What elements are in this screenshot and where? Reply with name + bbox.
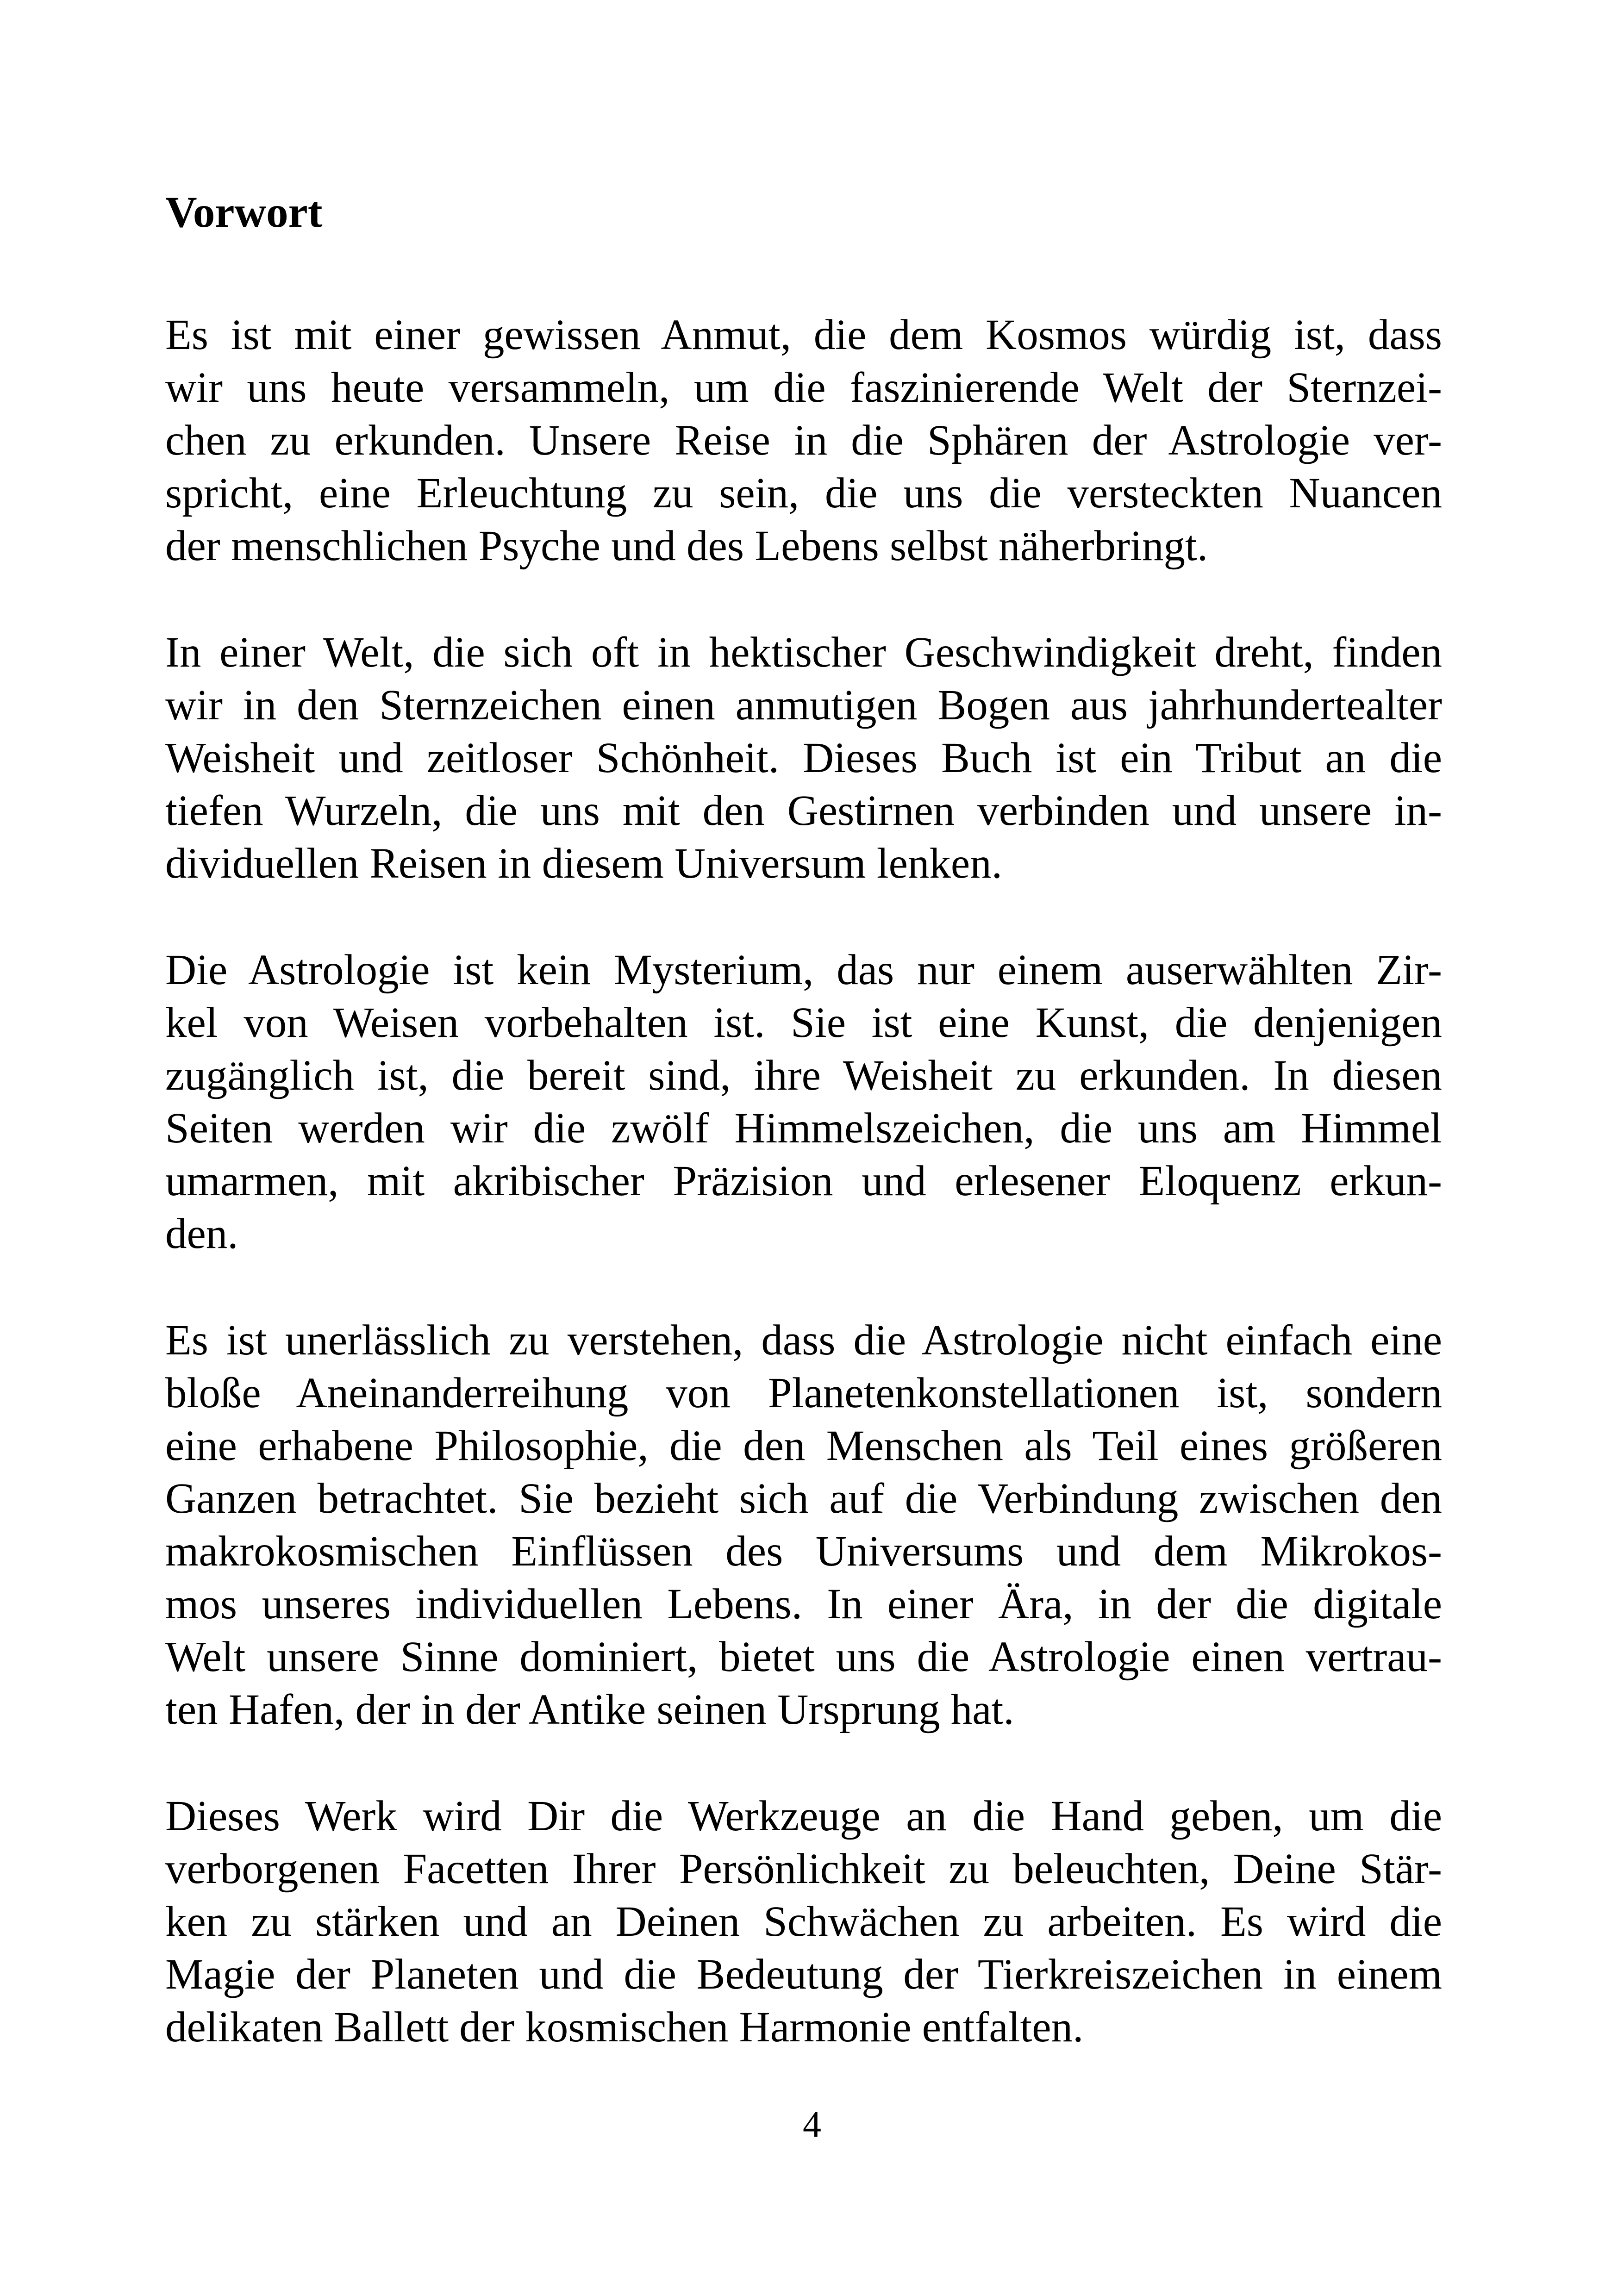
text-line: delikaten Ballett der kosmischen Harmonie entfalten.	[165, 2003, 1084, 2051]
text-line: In einer Welt, die sich oft in hektischer Geschwindigkeit dreht, finden	[165, 629, 1442, 676]
text-line: chen zu erkunden. Unsere Reise in die Sphären der Astrologie ver-	[165, 417, 1442, 464]
paragraph-1	[165, 309, 1442, 573]
text-line: Ganzen betrachtet. Sie bezieht sich auf die Verbindung zwischen den	[165, 1475, 1442, 1522]
text-line: verborgenen Facetten Ihrer Persönlichkeit zu beleuchten, Deine Stär-	[165, 1845, 1442, 1893]
text-line: Dieses Werk wird Dir die Werkzeuge an die Hand geben, um die	[165, 1792, 1442, 1840]
text-line: spricht, eine Erleuchtung zu sein, die uns die versteckten Nuancen	[165, 469, 1442, 517]
paragraph-5	[165, 1790, 1442, 2054]
text-line: Weisheit und zeitloser Schönheit. Dieses Buch ist ein Tribut an die	[165, 734, 1442, 782]
text-line: wir uns heute versammeln, um die faszinierende Welt der Sternzei-	[165, 364, 1442, 412]
text-line: Die Astrologie ist kein Mysterium, das nur einem auserwählten Zir-	[165, 946, 1442, 994]
text-line: ten Hafen, der in der Antike seinen Ursprung hat.	[165, 1686, 1014, 1734]
text-line: makrokosmischen Einflüssen des Universums und dem Mikrokos-	[165, 1528, 1442, 1575]
paragraph-3	[165, 944, 1442, 1260]
text-line: bloße Aneinanderreihung von Planetenkonstellationen ist, sondern	[165, 1369, 1442, 1417]
text-line: dividuellen Reisen in diesem Universum lenken.	[165, 840, 1002, 887]
text-line: zugänglich ist, die bereit sind, ihre Weisheit zu erkunden. In diesen	[165, 1052, 1442, 1099]
text-line: tiefen Wurzeln, die uns mit den Gestirnen verbinden und unsere in-	[165, 787, 1442, 835]
text-line: Es ist unerlässlich zu verstehen, dass die Astrologie nicht einfach eine	[165, 1316, 1442, 1364]
text-line: Welt unsere Sinne dominiert, bietet uns die Astrologie einen vertrau-	[165, 1633, 1442, 1681]
section-heading: Vorwort	[165, 187, 323, 237]
page-number: 4	[803, 2104, 821, 2145]
text-line: der menschlichen Psyche und des Lebens selbst näherbringt.	[165, 522, 1208, 570]
text-line: kel von Weisen vorbehalten ist. Sie ist eine Kunst, die denjenigen	[165, 999, 1442, 1047]
text-line: den.	[165, 1210, 238, 1258]
text-line: ken zu stärken und an Deinen Schwächen zu arbeiten. Es wird die	[165, 1898, 1442, 1946]
text-line: eine erhabene Philosophie, die den Menschen als Teil eines größeren	[165, 1422, 1442, 1470]
text-line: umarmen, mit akribischer Präzision und erlesener Eloquenz erkun-	[165, 1157, 1442, 1205]
text-line: wir in den Sternzeichen einen anmutigen Bogen aus jahrhundertealter	[165, 681, 1442, 729]
paragraph-4	[165, 1314, 1442, 1736]
text-line: mos unseres individuellen Lebens. In einer Ära, in der die digitale	[165, 1580, 1442, 1628]
text-line: Magie der Planeten und die Bedeutung der Tierkreiszeichen in einem	[165, 1951, 1442, 1998]
text-line: Es ist mit einer gewissen Anmut, die dem Kosmos würdig ist, dass	[165, 311, 1442, 359]
paragraph-2	[165, 626, 1442, 890]
text-line: Seiten werden wir die zwölf Himmelszeichen, die uns am Himmel	[165, 1104, 1442, 1152]
